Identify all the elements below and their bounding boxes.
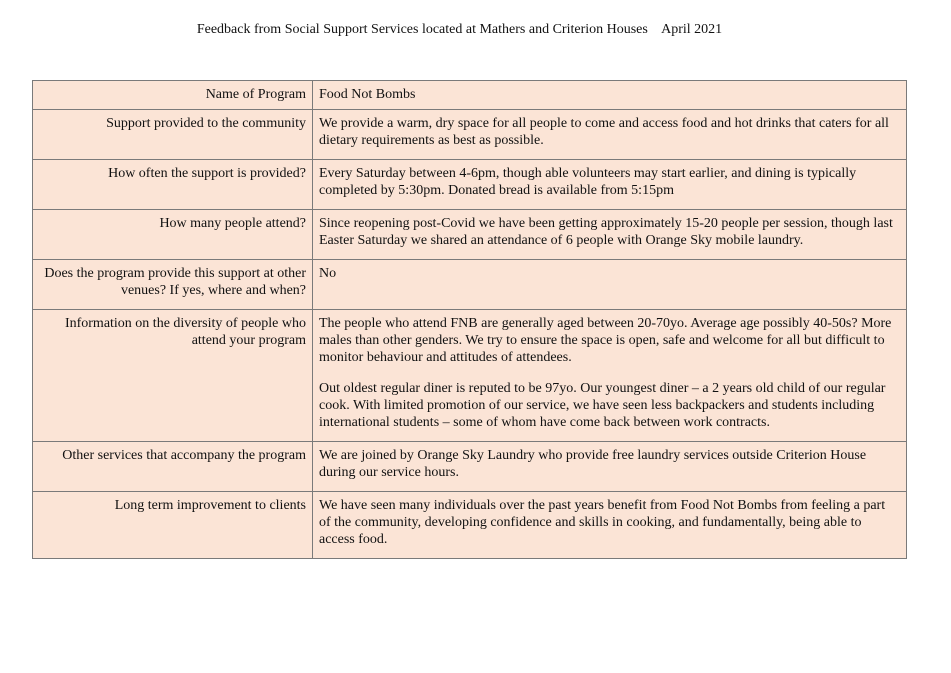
table-row-frequency [33, 160, 907, 210]
table-row-other-venues [33, 260, 907, 310]
row-value-text: We have seen many individuals over the past years benefit from Food Not Bombs from feeling a part of the community, developing confidence and skills in cooking, and fundamentally, being able to access food. [319, 498, 886, 547]
row-value-text: No [319, 266, 337, 281]
row-label: Name of Program [33, 81, 313, 110]
table-row-long-term-improvement [33, 492, 907, 559]
table-row-diversity [33, 310, 907, 442]
row-label: Other services that accompany the program [33, 442, 313, 492]
row-value [313, 492, 907, 559]
row-value-text: We are joined by Orange Sky Laundry who provide free laundry services outside Criterion House during our service hours. [319, 448, 867, 480]
row-value [313, 260, 907, 310]
row-value [313, 442, 907, 492]
row-label: Support provided to the community [33, 110, 313, 160]
row-value [313, 310, 907, 442]
row-label: Long term improvement to clients [33, 492, 313, 559]
row-value-text: The people who attend FNB are generally aged between 20-70yo. Average age possibly 40-50s? More males than other genders. We try to ensure the space is open, safe and welcome for all but difficult to monitor behaviour and attitudes of attendees. [319, 316, 892, 365]
page-title [0, 21, 919, 39]
row-label: How often the support is provided? [33, 160, 313, 210]
table-row-program-name [33, 81, 907, 110]
row-value-text: Food Not Bombs [319, 87, 416, 102]
row-label: Information on the diversity of people who attend your program [33, 310, 313, 442]
row-label: How many people attend? [33, 210, 313, 260]
row-value [313, 110, 907, 160]
feedback-table [32, 80, 907, 559]
row-value-text: We provide a warm, dry space for all people to come and access food and hot drinks that caters for all dietary requirements as best as possible. [319, 116, 889, 148]
table-row-attendance [33, 210, 907, 260]
row-value [313, 210, 907, 260]
row-value-text: Since reopening post-Covid we have been getting approximately 15-20 people per session, though last Easter Saturday we shared an attendance of 6 people with Orange Sky mobile laundry. [319, 216, 893, 248]
row-value [313, 81, 907, 110]
row-value-text: Out oldest regular diner is reputed to be 97yo. Our youngest diner – a 2 years old child of our regular cook. With limited promotion of our service, we have seen less backpackers and students including international students – some of whom have come back between work contracts. [319, 381, 886, 430]
row-value-text: Every Saturday between 4-6pm, though able volunteers may start earlier, and dining is typically completed by 5:30pm. Donated bread is available from 5:15pm [319, 166, 857, 198]
row-value [313, 160, 907, 210]
document-title: Feedback from Social Support Services located at Mathers and Criterion Houses [196, 22, 648, 37]
table-row-support-provided [33, 110, 907, 160]
document-date: April 2021 [661, 22, 723, 37]
row-label: Does the program provide this support at other venues? If yes, where and when? [33, 260, 313, 310]
table-row-other-services [33, 442, 907, 492]
